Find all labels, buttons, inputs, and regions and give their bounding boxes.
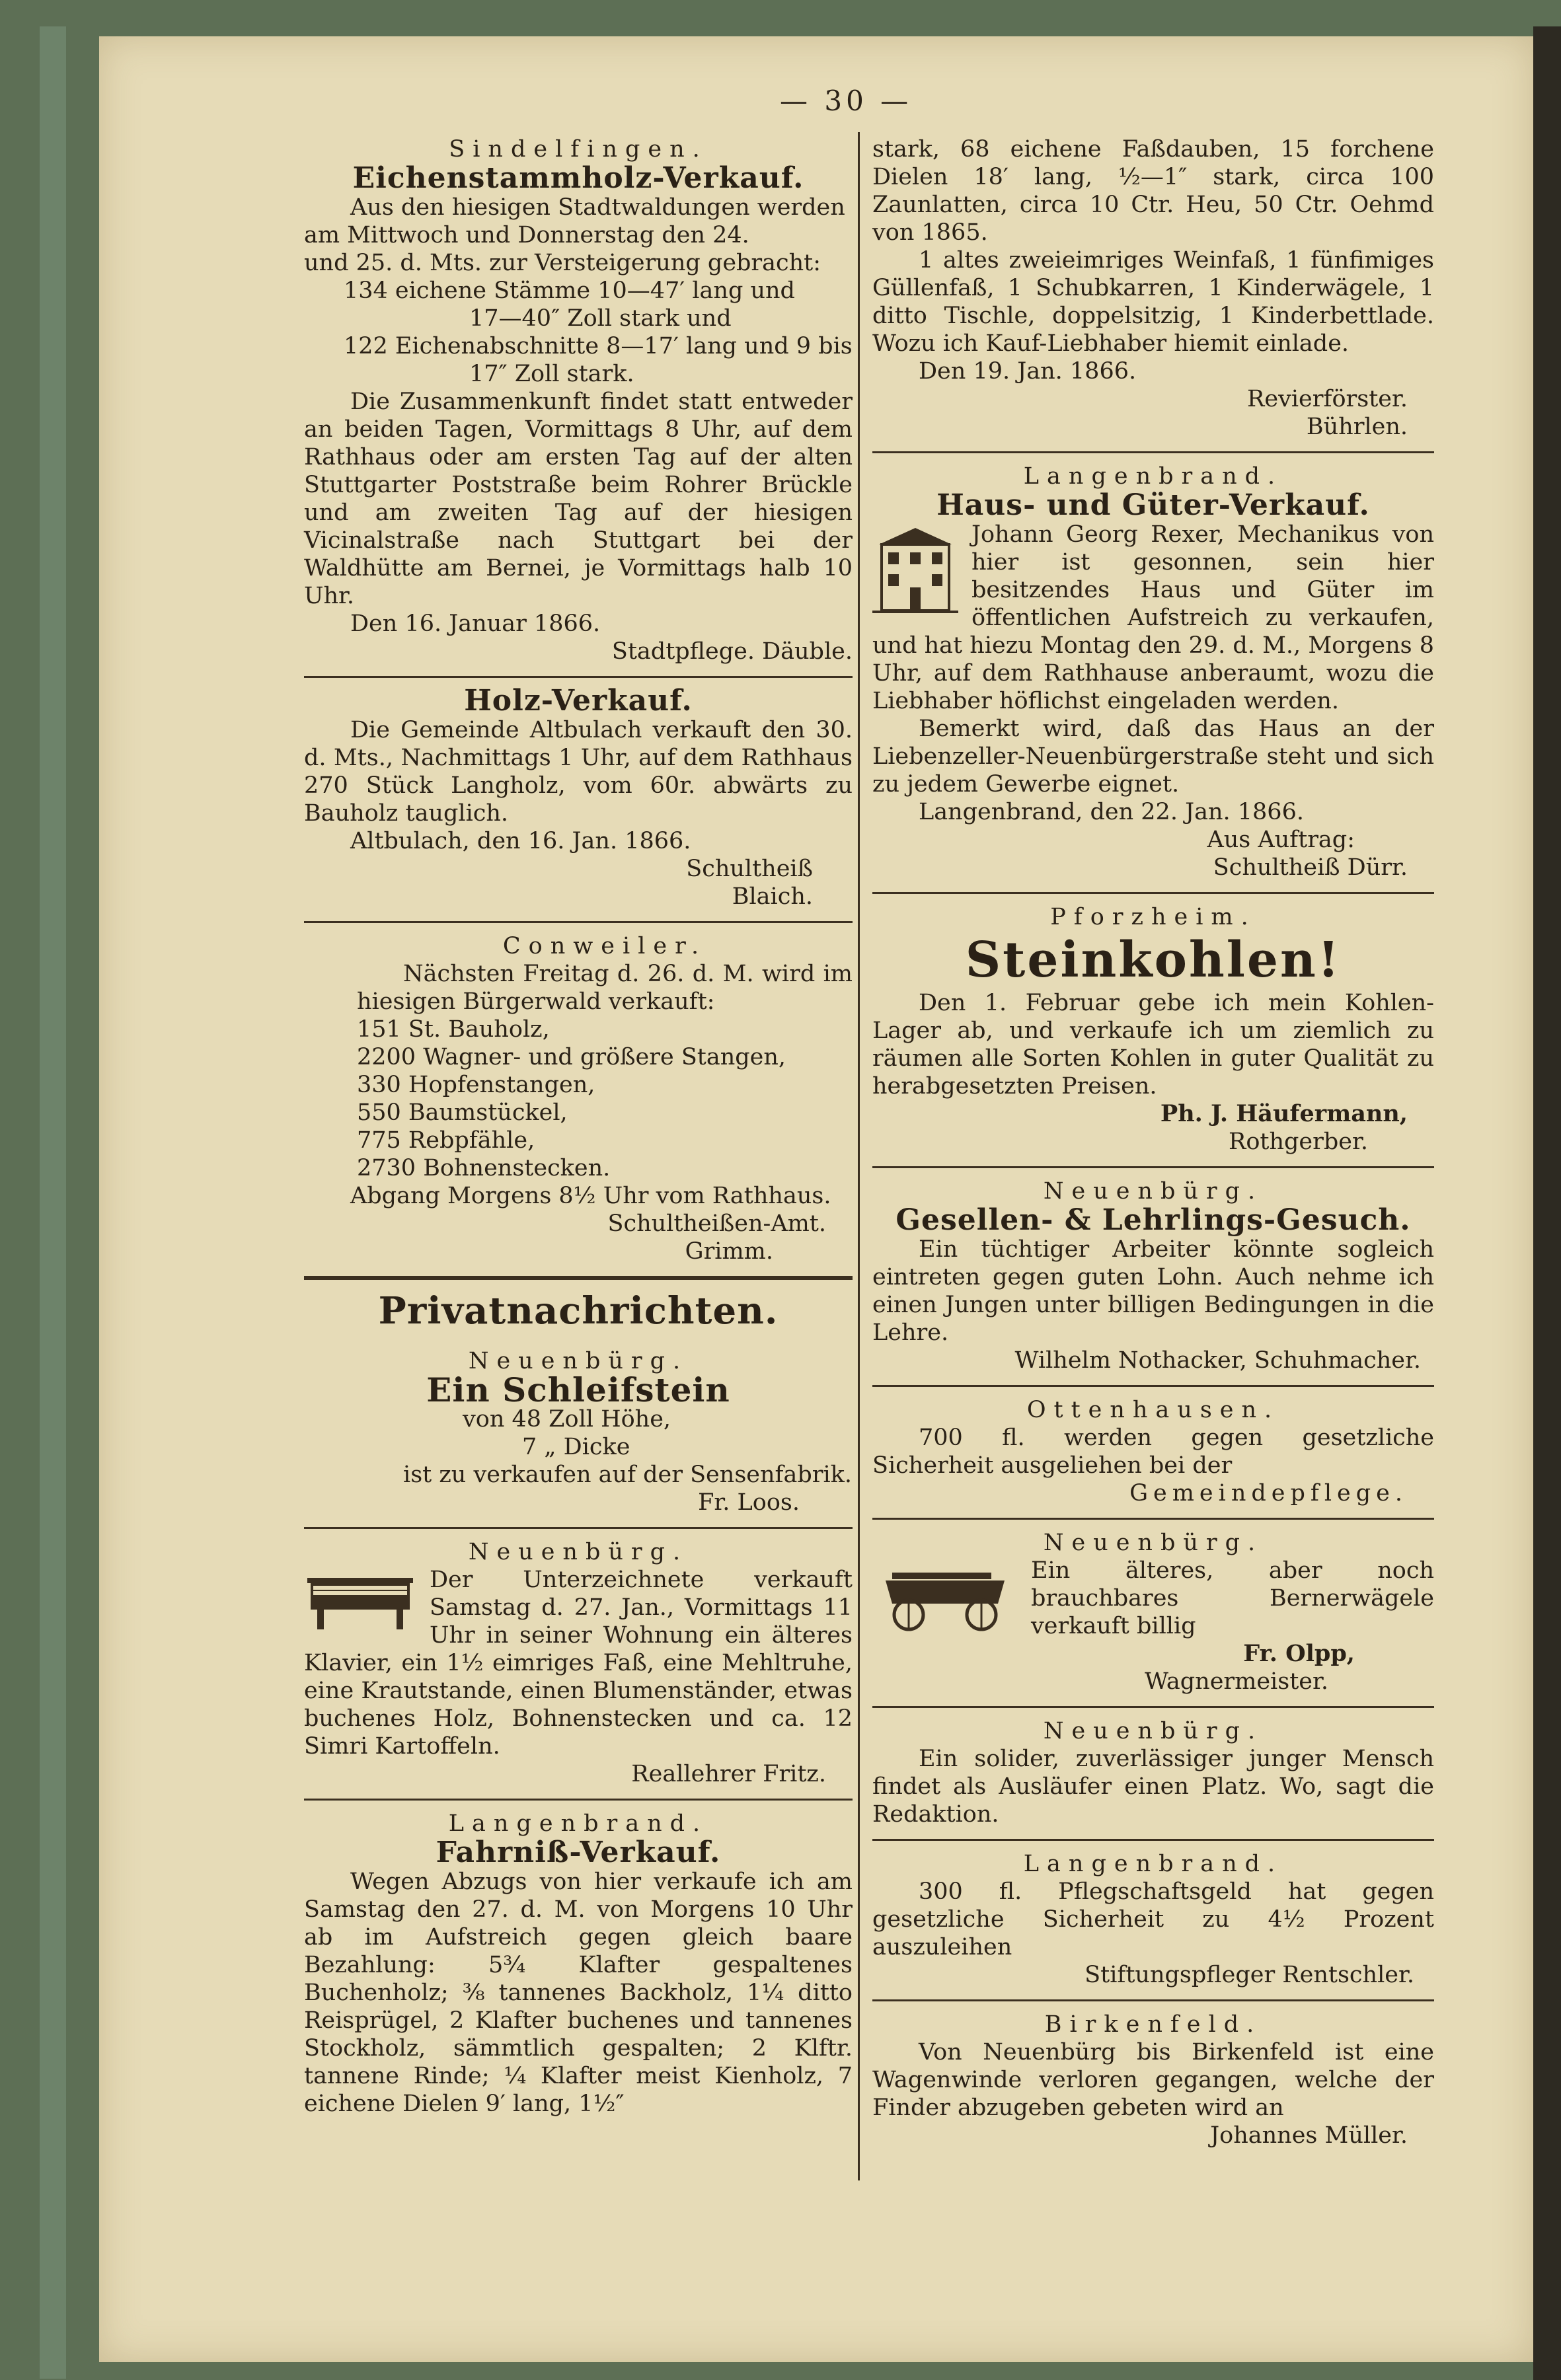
list-item: 151 St. Bauholz, bbox=[357, 1016, 550, 1043]
ad-text: Wegen Abzugs von hier verkaufe ich am Samstag den 27. d. M. von Morgens 10 Uhr ab im Aufstreich gegen gleich baare Bezahlung: 5¾ Klafter gespaltenes Buchenholz; ⅜ tannenes Backholz, 1¼ ditto Reisprügel, 2 Klafter buchenes und tannenes Stockholz, sämmtlich gespalten; 2 Klftr. tannene Rinde; ¼ Klafter meist Kienholz, 7 eichene Dielen 9′ lang, 1½″ bbox=[304, 1869, 853, 2117]
column-divider bbox=[858, 132, 860, 2180]
ad-schleifstein bbox=[304, 1347, 853, 1516]
ad-gesellen bbox=[872, 1177, 1434, 1374]
divider bbox=[872, 1999, 1434, 2001]
ad-signature: Rothgerber. bbox=[1228, 1129, 1368, 1155]
ad-heading: Fahrniß-Verkauf. bbox=[436, 1836, 721, 1869]
ad-signature: Stiftungspfleger Rentschler. bbox=[1085, 1962, 1414, 1988]
page-edge bbox=[1533, 26, 1561, 2380]
ad-steinkohlen bbox=[872, 903, 1434, 1156]
house-illustration-icon bbox=[872, 525, 958, 617]
ad-auslaeufer bbox=[872, 1717, 1434, 1828]
ad-text: Der Unterzeichnete verkauft Samstag d. 27. Jan., Vormittags 11 Uhr in seiner Wohnung ein älteres Klavier, ein 1½ eimriges Faß, eine Mehltruhe, eine Krautstande, einen Blumenständer, etwas buchenes Holz, Bohnenstecken und ca. 12 Simri Kartoffeln. bbox=[304, 1567, 853, 1760]
ad-heading: Steinkohlen! bbox=[965, 932, 1342, 988]
ad-heading: Eichenstammholz-Verkauf. bbox=[352, 161, 804, 195]
ad-signature: Schultheißen-Amt. bbox=[607, 1210, 826, 1237]
ad-conweiler bbox=[304, 932, 853, 1265]
ad-continuation bbox=[872, 135, 1434, 441]
ad-text: ist zu verkaufen auf der Sensenfabrik. bbox=[403, 1462, 853, 1488]
ad-signature: Fr. Loos. bbox=[698, 1489, 800, 1516]
ad-text: stark, 68 eichene Faßdauben, 15 forchene Dielen 18′ lang, ½—1″ stark, circa 100 Zaunlatten, circa 10 Ctr. Heu, 50 Ctr. Oehmd von 1865. bbox=[872, 136, 1434, 246]
book-spine bbox=[40, 26, 66, 2379]
ad-text: Die Zusammenkunft findet statt entweder an beiden Tagen, Vormittags 8 Uhr, auf dem Rathhaus oder am ersten Tag auf der alten Stuttgarter Poststraße beim Rohrer Brückle und am zweiten Tag auf der hiesigen Vicinalstraße nach Stuttgart bei der Waldhütte am Bernei, je Vormittags halb 10 Uhr. bbox=[304, 389, 853, 609]
ad-place: Neuenbürg. bbox=[1043, 1718, 1264, 1744]
ad-text: Die Gemeinde Altbulach verkauft den 30. d. Mts., Nachmittags 1 Uhr, auf dem Rathhaus 270 Stück Langholz, vom 60r. abwärts zu Bauholz tauglich. bbox=[304, 717, 853, 827]
list-item: 550 Baumstückel, bbox=[357, 1099, 568, 1126]
ad-date: Altbulach, den 16. Jan. 1866. bbox=[350, 828, 691, 854]
divider bbox=[872, 451, 1434, 453]
ad-place: Langenbrand. bbox=[1023, 463, 1283, 490]
ad-ottenhausen bbox=[872, 1396, 1434, 1507]
ad-text: Ein solider, zuverlässiger junger Mensch findet als Ausläufer einen Platz. Wo, sagt die Redaktion. bbox=[872, 1746, 1434, 1828]
ad-signature: Aus Auftrag: bbox=[1207, 827, 1355, 853]
ad-wagenwinde bbox=[872, 2011, 1434, 2149]
ad-place: Conweiler. bbox=[502, 933, 707, 959]
ad-date: Den 19. Jan. 1866. bbox=[919, 358, 1137, 385]
ad-holz-verkauf bbox=[304, 684, 853, 911]
ad-date: Langenbrand, den 22. Jan. 1866. bbox=[919, 799, 1304, 825]
ad-text: Abgang Morgens 8½ Uhr vom Rathhaus. bbox=[350, 1183, 831, 1209]
ad-text: Aus den hiesigen Stadtwaldungen werden bbox=[350, 194, 845, 221]
ad-place: Neuenbürg. bbox=[1043, 1178, 1264, 1205]
ad-signature: Schultheiß Dürr. bbox=[1213, 854, 1408, 881]
ad-place: Langenbrand. bbox=[448, 1810, 708, 1837]
ad-place: Langenbrand. bbox=[1023, 1851, 1283, 1877]
divider bbox=[872, 892, 1434, 894]
divider bbox=[304, 1799, 853, 1801]
divider bbox=[304, 1276, 853, 1280]
ad-place: Neuenbürg. bbox=[468, 1348, 689, 1374]
section-heading: Privatnachrichten. bbox=[378, 1289, 779, 1333]
ad-bernerwaegele bbox=[872, 1529, 1434, 1695]
divider bbox=[304, 1527, 853, 1529]
divider bbox=[304, 921, 853, 923]
ad-place: Ottenhausen. bbox=[1026, 1397, 1280, 1423]
right-column bbox=[872, 99, 1434, 2160]
ad-place: Neuenbürg. bbox=[1043, 1530, 1264, 1556]
carriage-illustration-icon bbox=[872, 1561, 1018, 1633]
ad-text: Von Neuenbürg bis Birkenfeld ist eine Wagenwinde verloren gegangen, welche der Finder abzugeben gebeten wird an bbox=[872, 2039, 1434, 2121]
ad-signature: Schultheiß bbox=[686, 856, 813, 882]
divider bbox=[872, 1518, 1434, 1520]
ad-text: 134 eichene Stämme 10—47′ lang und bbox=[344, 278, 795, 304]
ad-date: Den 16. Januar 1866. bbox=[350, 611, 601, 637]
ad-signature: Johannes Müller. bbox=[1210, 2122, 1408, 2149]
divider bbox=[872, 1385, 1434, 1387]
ad-klavier bbox=[304, 1538, 853, 1788]
ad-text: Nächsten Freitag d. 26. d. M. wird im hiesigen Bürgerwald verkauft: bbox=[357, 961, 853, 1015]
ad-heading: Haus- und Güter-Verkauf. bbox=[936, 488, 1370, 522]
ad-signature: Bührlen. bbox=[1306, 414, 1408, 440]
ad-text: 122 Eichenabschnitte 8—17′ lang und 9 bis bbox=[344, 333, 853, 359]
ad-text: Johann Georg Rexer, Mechanikus von hier ist gesonnen, sein hier besitzendes Haus und Güter im öffentlichen Aufstreich zu verkaufen, und hat hiezu Montag den 29. d. M., Morgens 8 Uhr, auf dem Rathhause anberaumt, wozu die Liebhaber höflichst eingeladen werden. bbox=[872, 521, 1434, 714]
list-item: 330 Hopfenstangen, bbox=[357, 1072, 595, 1098]
divider bbox=[872, 1839, 1434, 1841]
left-column bbox=[304, 99, 853, 2128]
ad-signature: Blaich. bbox=[732, 883, 813, 910]
list-item: 775 Rebpfähle, bbox=[357, 1127, 535, 1154]
ad-text: 17″ Zoll stark. bbox=[469, 361, 634, 387]
ad-text: am Mittwoch und Donnerstag den 24. bbox=[304, 222, 749, 248]
ad-text: 17—40″ Zoll stark und bbox=[469, 305, 732, 332]
ad-text: 1 altes zweieimriges Weinfaß, 1 fünfimiges Güllenfaß, 1 Schubkarren, 1 Kinderwägele, 1 ditto Tischle, doppelsitzig, 1 Kinderbettlade. Wozu ich Kauf-Liebhaber hiemit einlade. bbox=[872, 247, 1434, 357]
ad-heading: Ein Schleifstein bbox=[426, 1370, 730, 1409]
ad-signature: Wagnermeister. bbox=[1144, 1668, 1328, 1695]
ad-place: Pforzheim. bbox=[1050, 904, 1256, 930]
divider bbox=[872, 1166, 1434, 1168]
ad-text: und 25. d. Mts. zur Versteigerung gebracht: bbox=[304, 250, 821, 276]
ad-place: Neuenbürg. bbox=[468, 1539, 689, 1565]
ad-text: von 48 Zoll Höhe, bbox=[463, 1406, 671, 1432]
ad-text: Ein tüchtiger Arbeiter könnte sogleich eintreten gegen guten Lohn. Auch nehme ich einen Jungen unter billigen Bedingungen in die Lehre. bbox=[872, 1236, 1434, 1346]
ad-signature: Gemeindepflege. bbox=[1129, 1480, 1408, 1506]
ad-pflegschaftsgeld bbox=[872, 1850, 1434, 1989]
ad-text: Bemerkt wird, daß das Haus an der Liebenzeller-Neuenbürgerstraße steht und sich zu jedem Gewerbe eignet. bbox=[872, 716, 1434, 798]
ad-signature: Revierförster. bbox=[1247, 386, 1408, 412]
ad-text: Ein älteres, aber noch brauchbares Bernerwägele verkauft billig bbox=[1031, 1557, 1434, 1639]
ad-text: 300 fl. Pflegschaftsgeld hat gegen gesetzliche Sicherheit zu 4½ Prozent auszuleihen bbox=[872, 1878, 1434, 1960]
ad-signature: Fr. Olpp, bbox=[1243, 1640, 1355, 1667]
ad-signature: Ph. J. Häufermann, bbox=[1160, 1100, 1408, 1127]
ad-place: Sindelfingen. bbox=[449, 136, 708, 163]
ad-signature: Wilhelm Nothacker, Schuhmacher. bbox=[1014, 1347, 1421, 1374]
ad-heading: Gesellen- & Lehrlings-Gesuch. bbox=[895, 1203, 1411, 1237]
divider bbox=[304, 676, 853, 678]
ad-heading: Holz-Verkauf. bbox=[464, 684, 693, 718]
piano-illustration-icon bbox=[304, 1570, 416, 1633]
ad-text: 7 „ Dicke bbox=[522, 1434, 630, 1460]
page-number: — 30 — bbox=[780, 85, 913, 117]
ad-text: 700 fl. werden gegen gesetzliche Sicherheit ausgeliehen bei der bbox=[872, 1425, 1434, 1479]
ad-signature: Stadtpflege. Däuble. bbox=[611, 638, 853, 665]
divider bbox=[872, 1706, 1434, 1708]
list-item: 2730 Bohnenstecken. bbox=[357, 1155, 611, 1181]
ad-text: Den 1. Februar gebe ich mein Kohlen-Lager ab, und verkaufe ich um ziemlich zu räumen alle Sorten Kohlen in guter Qualität zu herabgesetzten Preisen. bbox=[872, 990, 1434, 1099]
ad-signature: Reallehrer Fritz. bbox=[631, 1761, 826, 1787]
ad-place: Birkenfeld. bbox=[1044, 2011, 1262, 2038]
ad-signature: Grimm. bbox=[685, 1238, 773, 1265]
ad-fahrniss bbox=[304, 1810, 853, 2118]
ad-haus-gueter bbox=[872, 463, 1434, 881]
list-item: 2200 Wagner- und größere Stangen, bbox=[357, 1044, 786, 1070]
ad-sindelfingen bbox=[304, 135, 853, 665]
